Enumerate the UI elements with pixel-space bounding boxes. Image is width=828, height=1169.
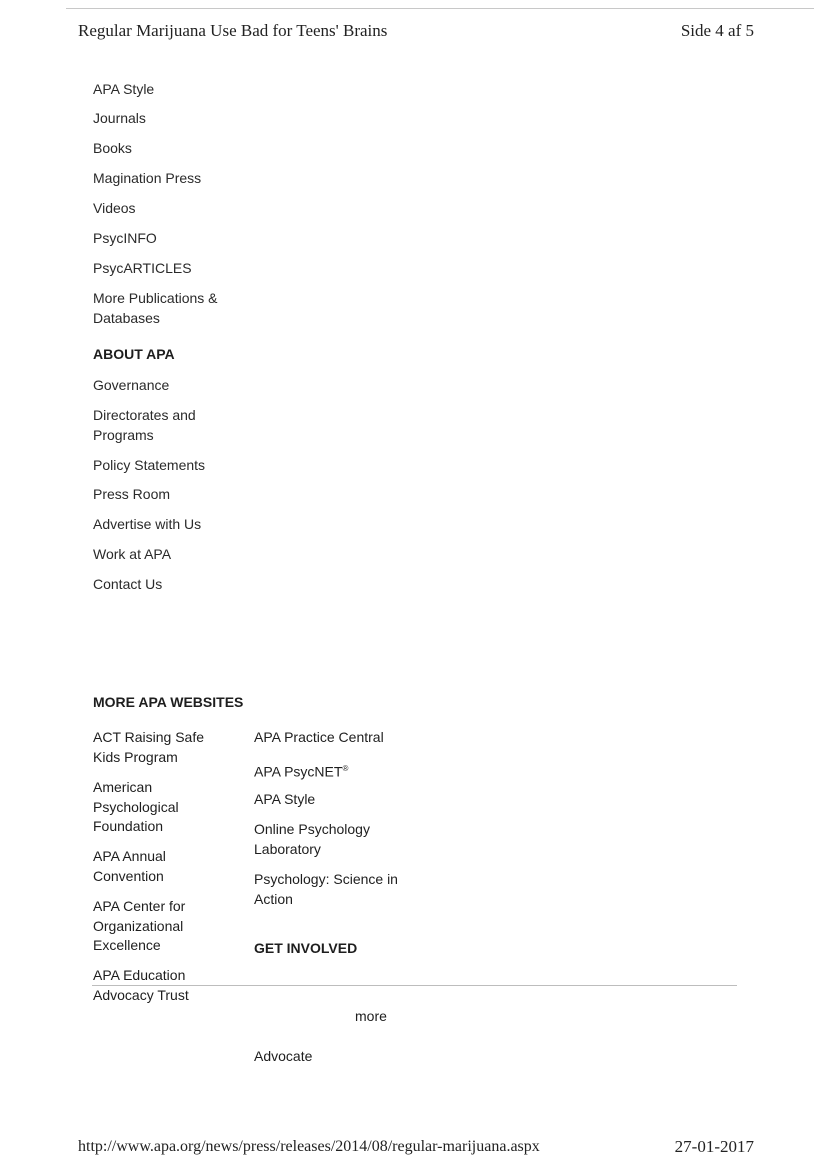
section-divider (92, 985, 737, 986)
nav-link-psycarticles[interactable]: PsycARTICLES (93, 260, 192, 276)
website-link-american-psychological-foundation[interactable]: American Psychological Foundation (93, 779, 179, 834)
nav-link-apa-style[interactable]: APA Style (93, 81, 155, 97)
print-header-page: Side 4 af 5 (680, 21, 754, 40)
nav-link-directorates[interactable]: Directorates and Programs (93, 407, 196, 443)
nav-link-psycinfo[interactable]: PsycINFO (93, 230, 157, 246)
more-websites-heading: MORE APA WEBSITES (93, 694, 244, 710)
nav-link-contact-us[interactable]: Contact Us (93, 576, 163, 592)
print-footer-url: http://www.apa.org/news/press/releases/2014/08/regular-marijuana.aspx (78, 1138, 540, 1155)
nav-link-journals[interactable]: Journals (93, 110, 146, 126)
website-link-online-psychology-lab[interactable]: Online Psychology Laboratory (254, 821, 370, 857)
nav-link-magination-press[interactable]: Magination Press (93, 170, 202, 186)
top-rule (66, 8, 814, 9)
website-link-act-raising-safe-kids[interactable]: ACT Raising Safe Kids Program (93, 729, 205, 765)
website-link-apa-style[interactable]: APA Style (254, 791, 316, 807)
website-link-apa-annual-convention[interactable]: APA Annual Convention (93, 848, 166, 884)
website-link-psychology-science-in-action[interactable]: Psychology: Science in Action (254, 871, 398, 907)
registered-mark: ® (342, 764, 349, 773)
psycnet-label: APA PsycNET (254, 763, 343, 780)
nav-link-work-at-apa[interactable]: Work at APA (93, 546, 172, 562)
website-link-apa-center-organizational-excellence[interactable]: APA Center for Organizational Excellence (93, 898, 186, 953)
print-footer-date: 27-01-2017 (674, 1137, 754, 1156)
website-link-apa-education-advocacy-trust[interactable]: APA Education Advocacy Trust (93, 967, 189, 1003)
nav-link-advertise[interactable]: Advertise with Us (93, 516, 202, 532)
nav-link-press-room[interactable]: Press Room (93, 486, 171, 502)
nav-link-policy-statements[interactable]: Policy Statements (93, 457, 206, 473)
nav-link-books[interactable]: Books (93, 140, 132, 156)
advocate-link[interactable]: Advocate (254, 1048, 313, 1064)
nav-link-videos[interactable]: Videos (93, 200, 136, 216)
website-link-apa-psycnet[interactable] (254, 759, 404, 782)
nav-link-more-publications[interactable]: More Publications & Databases (93, 290, 218, 326)
more-link[interactable]: more (355, 1008, 387, 1024)
nav-link-governance[interactable]: Governance (93, 377, 170, 393)
get-involved-heading: GET INVOLVED (254, 940, 358, 956)
about-apa-heading: ABOUT APA (93, 346, 175, 362)
print-header-title: Regular Marijuana Use Bad for Teens' Brains (78, 21, 388, 40)
website-link-apa-practice-central[interactable]: APA Practice Central (254, 729, 384, 745)
